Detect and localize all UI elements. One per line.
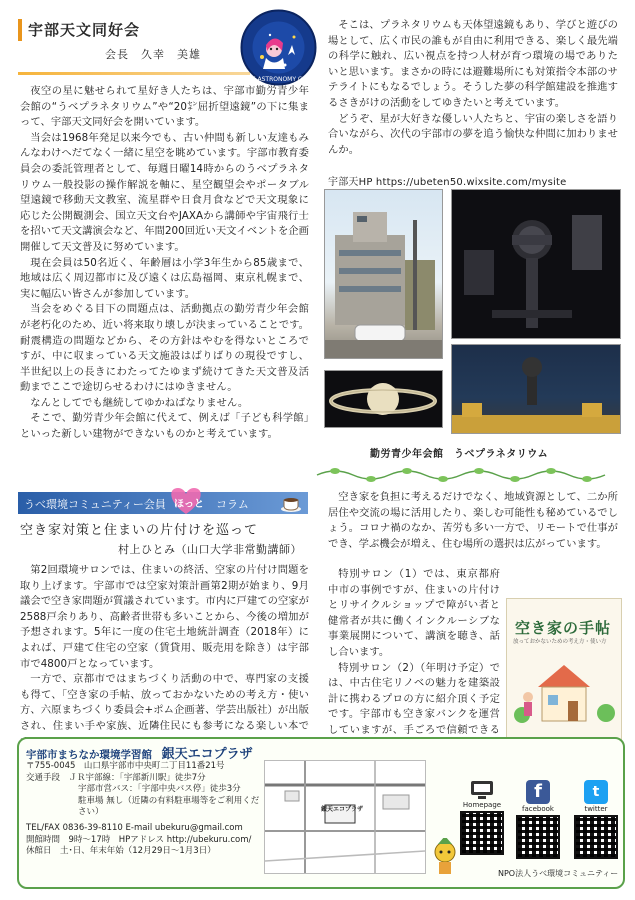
sns-label: Homepage [462,801,502,809]
photo-projector [451,189,621,339]
footer-org-name: 銀天エコプラザ [161,747,253,762]
footer-org-prefix: 宇部市まちなか環境学習館 [26,749,152,761]
book-subtitle: 放っておかないための考え方・使い方 [513,639,607,645]
left-paragraph: なんとしてでも継続してゆかねばなりません。 [30,396,249,409]
vine-divider [315,465,620,483]
footer-access: 交通手段 ＪＲ宇部線：「宇部新川駅」徒歩7分 [26,772,206,783]
left-article [20,84,309,443]
footer-info [26,761,266,858]
footer-access: 宇部市営バス：「宇部中央バス停」徒歩3分 [78,784,241,795]
column-title: 空き家対策と住まいの片付けを巡って [20,523,259,538]
footer-address: 〒755-0045 山口県宇部市中央町二丁目11番21号 [26,761,225,771]
vine-icon [315,465,620,483]
left-paragraph: そこで、勤労青少年会館に代えて、例えば「子ども科学館」といった新しい建物ができないものかと考えています。 [20,412,309,441]
column-band-label: うべ環境コミュニティー会員 [24,498,166,511]
sns-label: facebook [522,805,554,813]
footer-org [26,743,253,762]
homepage-link[interactable]: 宇部天HP https://ubeten50.wixsite.com/mysite [328,177,567,188]
photo-saturn [324,370,443,428]
sns-homepage[interactable] [460,780,504,855]
facebook-icon: f [526,780,550,804]
column-paragraph: 一方で、京都市ではまちづくり活動の中で、専門家の支援も得て、「空き家の手帖、放っておかないための考え方・使い方、六原まちづくり委員会+ポム企画著、学芸出版社）が出版され、住まい手や家族、近隣住民にも参考になる楽しい本で [20,673,309,732]
left-paragraph: 当会は1968年発足以来今でも、古い仲間も新しい友達もみんなわけへだてなく一緒に星空を眺めています。宇部市教育委員会の委託管理者として、毎週日曜14時からのうべプラネタリウム一般投影の操作解説を軸に、星空観望会やポータブル望遠鏡で移動天文教室、流星群や日食月食などで天文現象に応じた公開観測会、国立天文台やJAXAから講師や宇宙飛行士を招いて天文講演会など、年間200回近い天文イベントを企画開催して天文普及に努めています。 [20,131,309,253]
column-right-top [328,490,618,552]
title-underline [18,72,250,75]
twitter-icon: t [584,780,608,804]
npo-name: NPO法人うべ環境コミュニティー [498,869,619,878]
book-title: 空き家の手帖 [515,619,612,637]
sns-facebook[interactable] [514,780,562,859]
column-paragraph: 特別サロン（1）では、東京都府中市の事例ですが、住まいの片付けとリサイクルショップで障がい者と健常者が共に働くインクルーシブな事業展開について、講演を聴き、話し合います。 [328,568,500,658]
house-illustration-icon [508,657,620,737]
dome-image [452,345,620,433]
projector-image [452,190,620,338]
book-cover [506,598,622,760]
footer-access: 駐車場 無し（近隣の有料駐車場等をご利用ください） [78,795,260,818]
computer-icon [470,780,494,800]
qr-code-icon [460,811,504,855]
footer-hours[interactable]: 開館時間 9時〜17時 HPアドレス http://ubekuru.com/ [26,834,252,845]
column-band-suffix: コラム [216,498,249,511]
photo-building [324,189,443,359]
left-paragraph: 現在会員は50名近く、年齢層は小学3年生から85歳まで、地域は広く周辺都市に及び遠くは広島福岡、東京札幌まで、実に幅広い皆さんが参加しています。 [20,256,309,300]
qr-code-icon [574,815,618,859]
sns-twitter[interactable] [572,780,620,859]
logo-text: UBE ASTRONOMY CLUB [243,76,314,83]
column-paragraph: 第2回環境サロンでは、住まいの終活、空家の片付け問題を取り上げます。宇部市では空家対策計画第2期が始まり、9月議会で空き家問題が質議されています。市内に戸建ての空家が2588戸余りあり、高齢者世帯も多いことから、今後の増加が予想されます。5年に一度の住宅土地統計調査（2018年）によれば、戸建て住宅の空家（賃貸用、販売用を除き）は宇部市で4800戸となっています。 [20,564,309,670]
right-paragraph: そこは、プラネタリウムも天体望遠鏡もあり、学びと遊びの場として、広く市民の誰もが自由に利用できる、楽しく最先端の科学に触れ、広い視点を持つ人材が育つ環境の場でありたいと思います。まさかの時には避難場所にも対策指令本部のサテライトにもなるでしょう。そうした夢の科学館建設を推進するさきがけの活動をしてゆきたいと考えています。 [328,19,618,109]
title-accent [18,19,22,41]
access-map [264,760,426,874]
column-paragraph: 特別サロン（2）（年明け予定）では、中古住宅リノベの魅力を建築設計に携わるプロの方に紹介頂く予定です。宇部市も空き家バンクを運営していますが、手ごろで信頼できる [328,661,500,736]
column-author: 村上ひとみ（山口大学非常勤講師） [118,543,302,556]
map-label: 銀天エコプラザ [321,806,364,813]
heart-text: ほっと [174,499,204,510]
title-author: 会長 久幸 美雄 [105,48,201,61]
left-paragraph: 当会をめぐる目下の問題点は、活動拠点の勤労青少年会館が老朽化のため、近い将来取り壊しが決まっていることです。耐震構造の問題などから、その方針はやむを得ないところですが、中に収まっている天文施設はばりばりの現役ですし、半世紀以上の長きにわたってたゆまず続けてきた天文普及活動までここで途切らせるわけにはゆきません。 [20,303,309,394]
right-article [328,18,618,158]
qr-code-icon [516,815,560,859]
coffee-cup-icon [280,493,302,513]
building-image [325,190,442,358]
club-logo [240,9,317,86]
photo-dome [451,344,621,434]
column-band [18,492,308,514]
map-icon [265,761,425,873]
column-left [20,563,309,750]
footer-tel[interactable]: TEL/FAX 0836-39-8110 E-mail ubekuru@gmail.com [26,822,243,833]
column-paragraph: 空き家を負担に考えるだけでなく、地域資源として、二か所居住や交流の場に活用したり、楽しむ可能性も秘めているでしょう。コロナ禍のなか、苦労も多い一方で、リモートで仕事ができ、学ぶ機会が増え、住む場所の選択は広がっています。 [328,491,618,550]
club-logo-icon [240,9,317,86]
left-paragraph: 夜空の星に魅せられて星好き人たちは、宇部市勤労青少年会館の“うべプラネタリウム”や“20㌢屈折望遠鏡”の下に集まって、宇部天文同好会を開いています。 [20,85,309,129]
photo-caption: 勤労青少年会館 うべプラネタリウム [370,449,549,460]
saturn-image [325,371,442,427]
right-paragraph: どうぞ、星が大好きな優しい人たちと、宇宙の楽しさを語り合いながら、次代の宇部市の夢を追う愉快な仲間に加わりませんか。 [328,112,618,156]
page-title: 宇部天文同好会 [28,21,141,39]
mascot-icon [432,838,458,878]
footer-closed: 休館日 土･日、年末年始（12月29日〜1月3日） [26,846,216,857]
sns-label: twitter [584,805,608,813]
